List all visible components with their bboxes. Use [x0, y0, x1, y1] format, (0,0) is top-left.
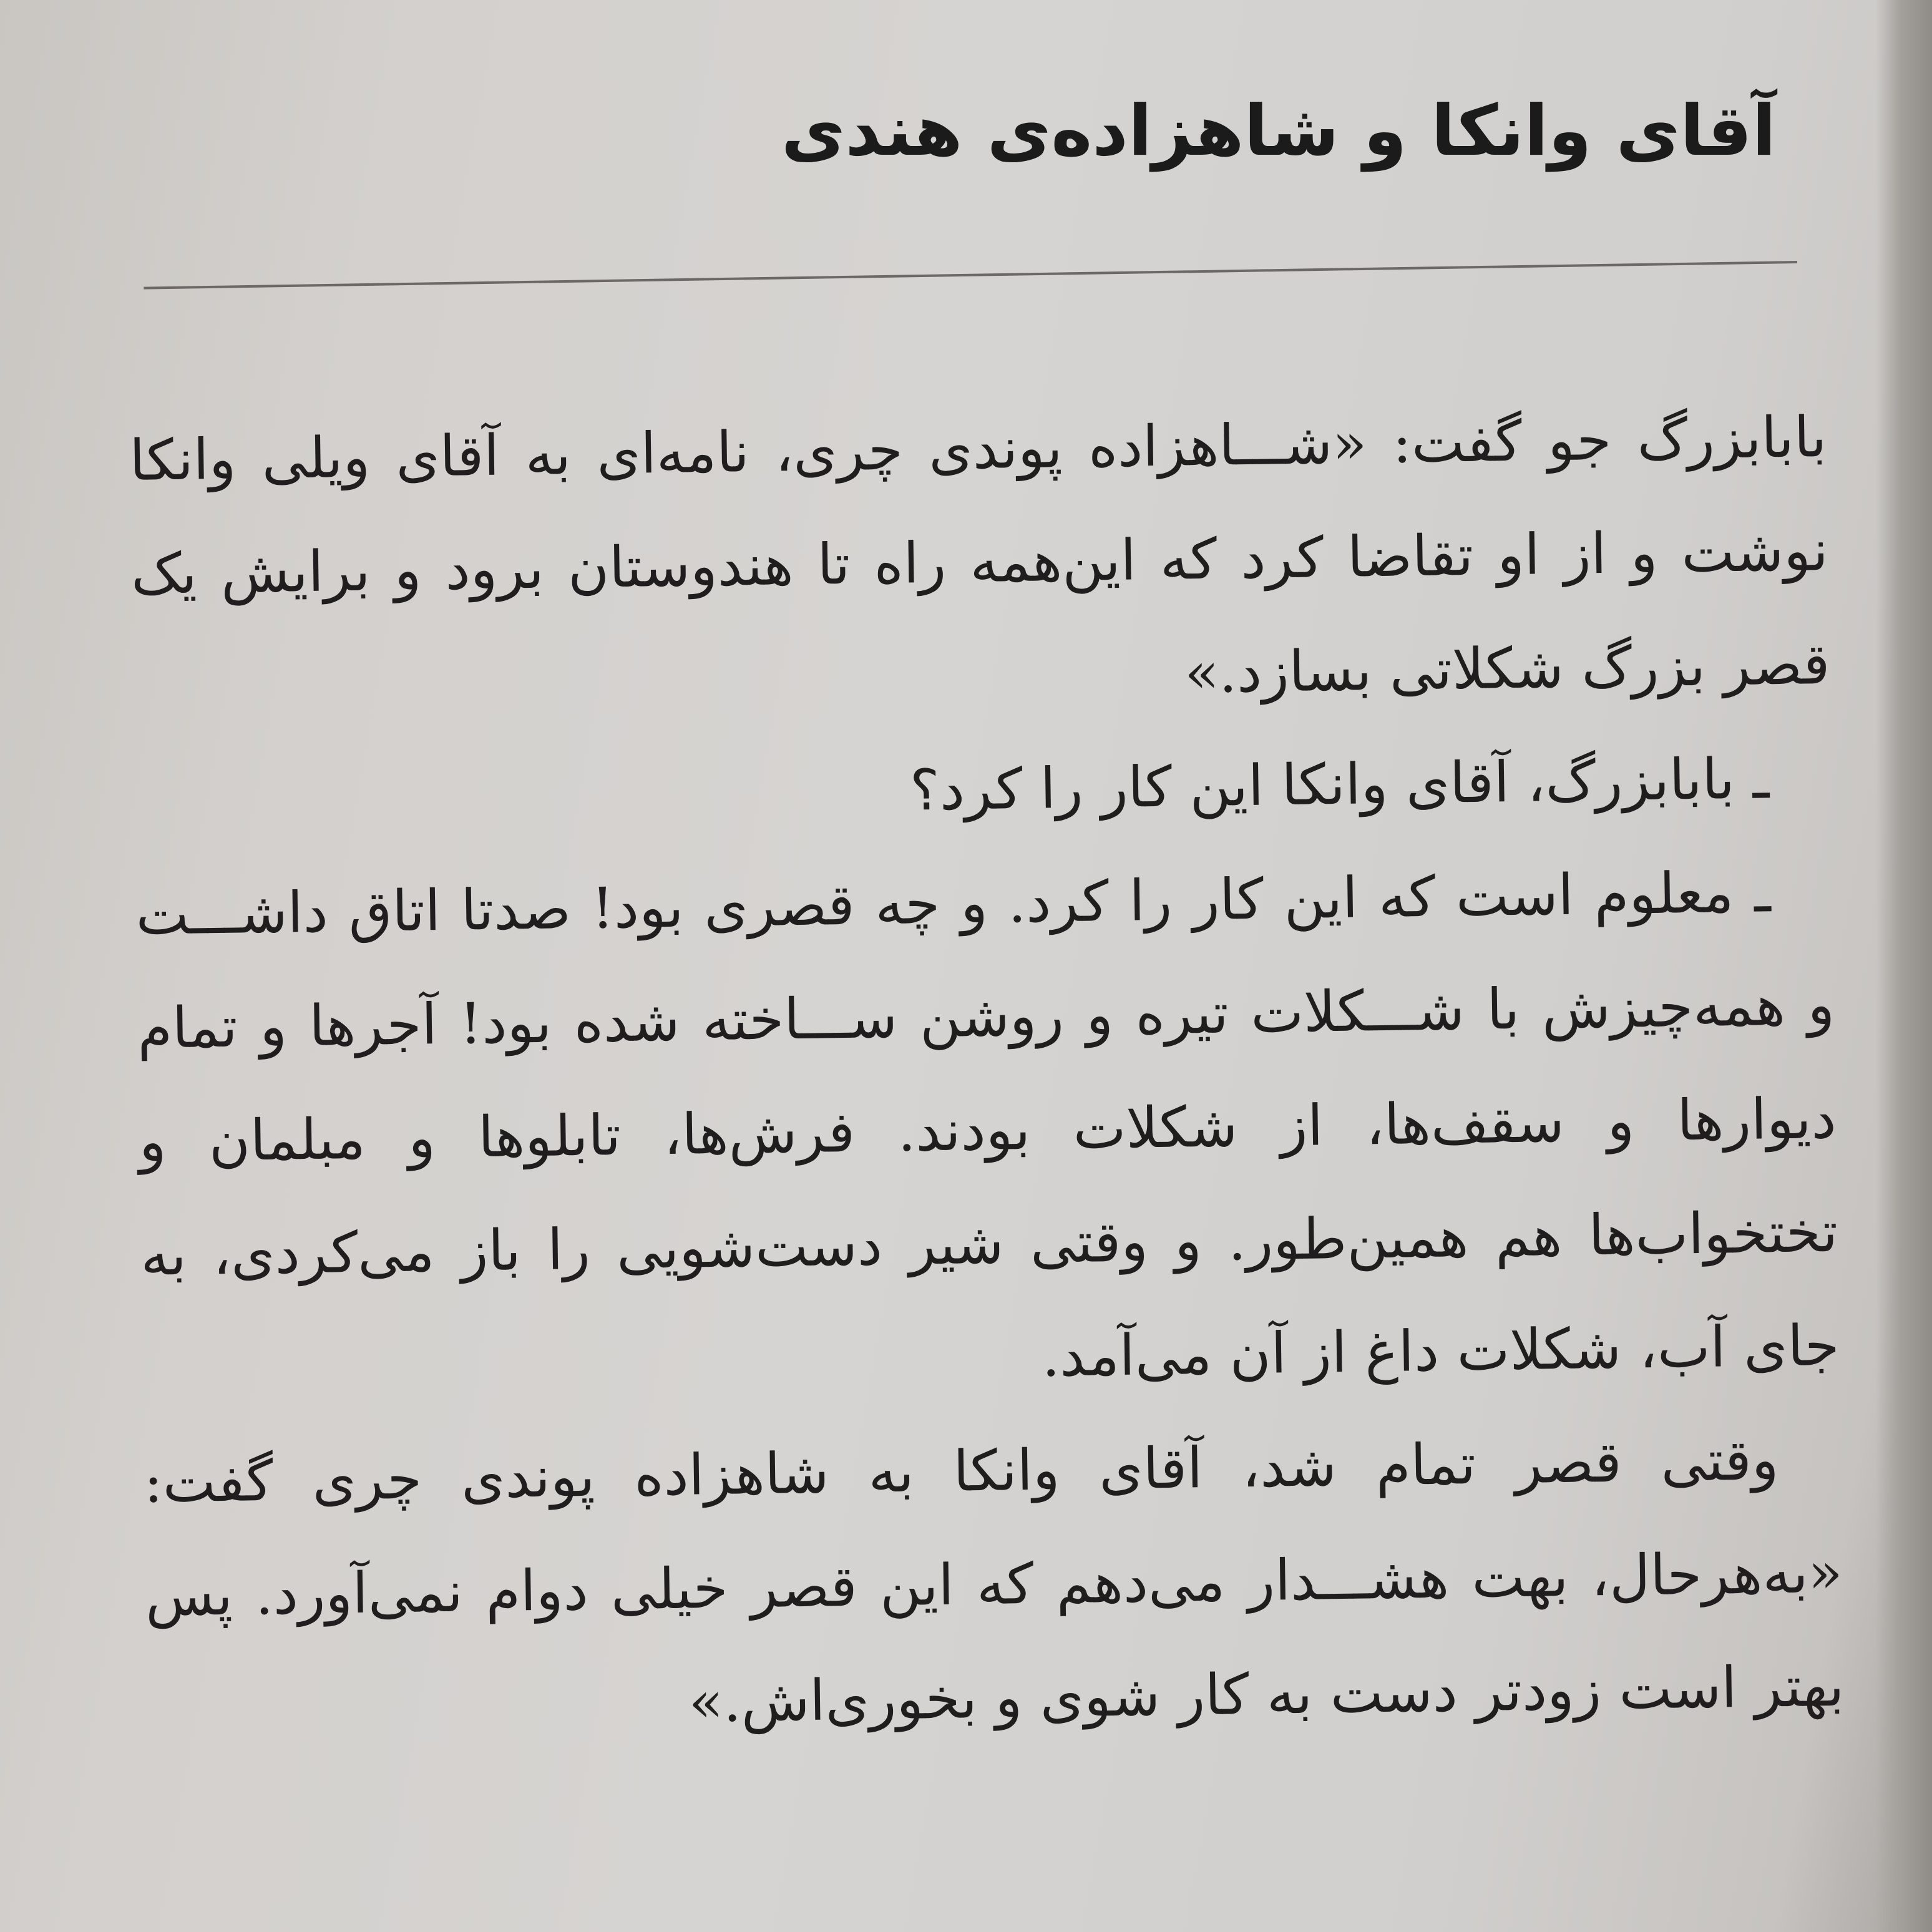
- paragraph-1: بابابزرگ جو گفت: «شـــاهزاده پوندی چری، نامه‌ای به آقای ویلی وانکا نوشت و از او تقاضا کرد که این‌همه راه تا هندوستان برود و برایش یک قصر بزرگ شکلاتی بسازد.»: [129, 404, 1831, 706]
- chapter-title: آقای وانکا و شاهزاده‌ی هندی: [781, 90, 1776, 172]
- title-divider-line: [144, 261, 1797, 290]
- page-gutter-shadow: [1876, 0, 1932, 1932]
- paragraph-2-dialogue: ـ بابابزرگ، آقای وانکا این کار را کرد؟: [909, 746, 1770, 824]
- paragraph-3-dialogue: ـ معلوم است که این کار را کرد. و چه قصری بود! صدتا اتاق داشـــت و همه‌چیزش با شـــکلات تیره و روشن ســـاخته شده بود! آجرها و تمام دیوارها و سقف‌ها، از شکلات بودند. فرش‌ها، تابلوها و مبلمان و تختخواب‌ها هم همین‌طور. و وقتی شیر دست‌شویی را باز می‌کردی، به جای آب، شکلات داغ از آن می‌آمد.: [135, 859, 1840, 1390]
- story-text: [129, 381, 1845, 1767]
- paragraph-4: وقتی قصر تمام شد، آقای وانکا به شاهزاده پوندی چری گفت: «به‌هرحال، بهت هشـــدار می‌دهم که این قصر خیلی دوام نمی‌آورد. پس بهتر است زودتر دست به کار شوی و بخوری‌اش.»: [143, 1427, 1845, 1735]
